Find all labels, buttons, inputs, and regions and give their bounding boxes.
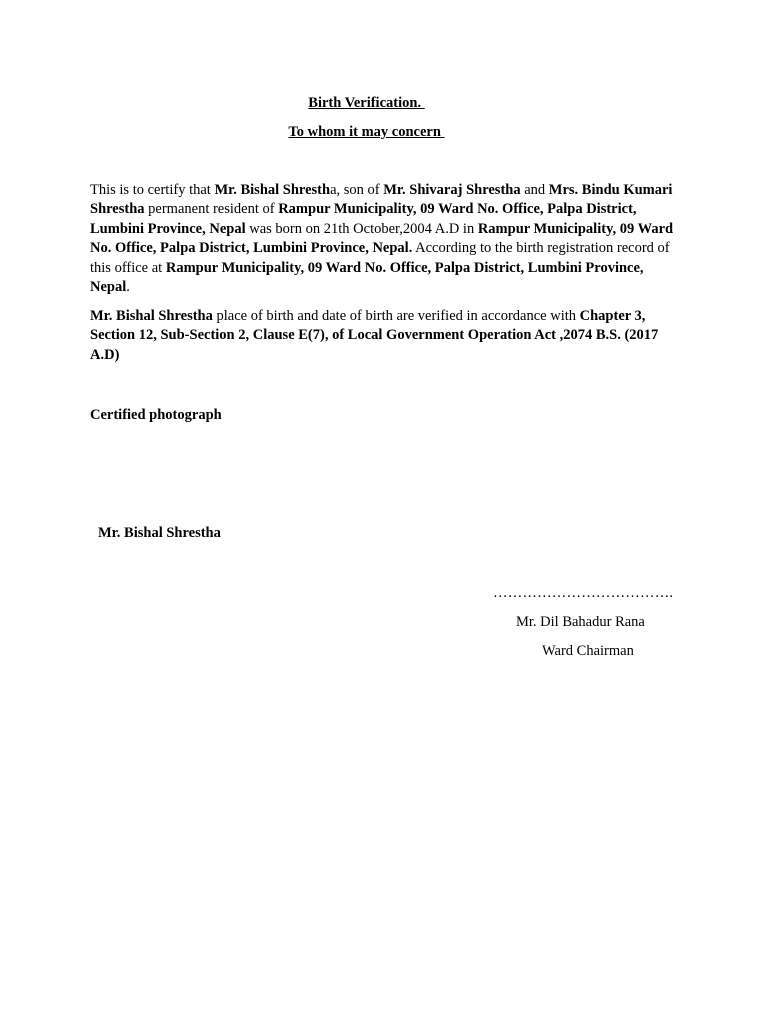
person-name: Mr. Bishal Shresth xyxy=(214,182,331,198)
photo-holder-name: Mr. Bishal Shrestha xyxy=(98,525,221,541)
person-name: Mr. Bishal Shrestha xyxy=(90,308,213,324)
signatory-name: Mr. Dil Bahadur Rana xyxy=(516,614,645,630)
text-run: a, son of xyxy=(330,182,384,198)
text-run: This is to certify that xyxy=(90,182,215,198)
text-run: and xyxy=(520,182,549,198)
text-run: place of birth and date of birth are verified in accordance with xyxy=(212,308,580,324)
text-run: . xyxy=(126,279,130,296)
father-name: Mr. Shivaraj Shrestha xyxy=(383,182,521,198)
permanent-address: Rampur Municipality, 09 Ward No. Office, Palpa District, Lumbini Province, Nepal xyxy=(90,201,637,237)
signatory-title: Ward Chairman xyxy=(542,643,634,659)
verification-paragraph xyxy=(90,307,682,365)
legal-reference: Chapter 3, Section 12, Sub-Section 2, Clause E(7), of Local Government Operation Act ,2074 B.S. (2017 A.D) xyxy=(90,308,659,363)
document-title: Birth Verification. xyxy=(308,95,425,111)
certification-paragraph xyxy=(90,181,682,297)
text-run: permanent resident of xyxy=(144,201,279,218)
text-run: was born on 21th October,2004 A.D in xyxy=(245,220,478,237)
text-run: According to the birth registration record of this office at xyxy=(90,240,670,276)
registration-office: Rampur Municipality, 09 Ward No. Office, Palpa District, Lumbini Province, Nepal xyxy=(90,259,644,296)
mother-name: Mrs. Bindu Kumari Shrestha xyxy=(90,182,673,218)
document-salutation: To whom it may concern xyxy=(288,124,445,140)
birth-place: Rampur Municipality, 09 Ward No. Office, Palpa District, Lumbini Province, Nepal. xyxy=(90,220,674,257)
photo-label: Certified photograph xyxy=(90,407,222,423)
signature-line: ………………………………. xyxy=(493,585,674,601)
